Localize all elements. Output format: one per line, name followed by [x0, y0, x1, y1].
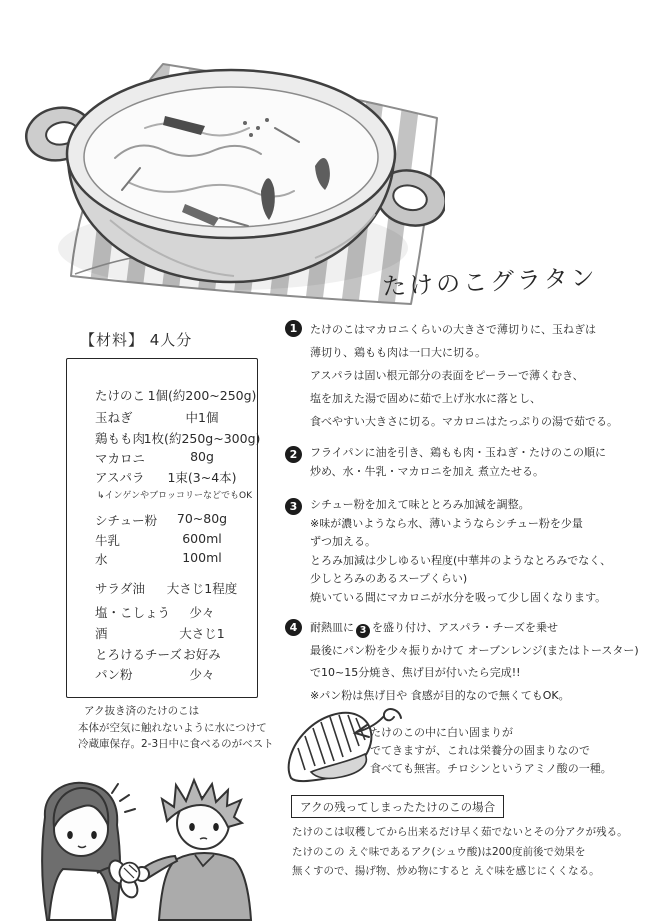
tyrosine-note-line: でてきますが、これは栄養分の固まりなので	[370, 744, 590, 757]
boy-character	[120, 780, 251, 920]
step-3-number-badge: 3	[285, 498, 302, 515]
aku-section-text	[292, 823, 628, 882]
ingredient-amount: 100ml	[182, 550, 222, 565]
ingredient-row	[67, 603, 257, 620]
step-line: 焼いている間にマカロニが水分を吸って少し固くなります。	[310, 590, 607, 604]
ingredient-row	[67, 624, 257, 641]
storage-note-line: アク抜き済のたけのこは	[84, 705, 200, 717]
ingredient-row	[67, 468, 257, 485]
step-1-text	[310, 318, 618, 433]
step-2	[285, 444, 606, 481]
ingredient-row	[67, 429, 261, 446]
step-2-text	[310, 444, 606, 481]
recipe-title: たけのこグラタン	[381, 263, 599, 301]
tyrosine-note-line: たけのこの中に白い固まりが	[370, 726, 513, 739]
girl-and-boy-characters-illustration	[15, 775, 290, 921]
ingredient-name: マカロニ	[95, 451, 146, 466]
aku-section-line: 無くすので、揚げ物、炒め物にすると えぐ味を感じにくくなる。	[292, 865, 600, 877]
pan-rim-inner	[84, 87, 378, 227]
ingredient-row	[67, 645, 257, 662]
ingredient-amount: 大さじ1程度	[166, 581, 238, 596]
step-line: シチュー粉を加えて味ととろみ加減を調整。	[310, 498, 530, 511]
step-4-text	[310, 617, 639, 707]
ingredient-name: アスパラ	[95, 470, 145, 485]
tyrosine-note	[370, 724, 612, 778]
step-4-number-badge: 4	[285, 619, 302, 636]
ingredient-amount: 少々	[189, 667, 215, 682]
step-2-number-badge: 2	[285, 446, 302, 463]
ingredient-amount: 70~80g	[176, 511, 228, 526]
storage-note-line: 本体が空気に触れないように水につけて	[78, 721, 267, 734]
ingredient-name: 玉ねぎ	[95, 410, 133, 425]
step-4	[285, 617, 639, 707]
ingredient-amount: 少々	[189, 605, 215, 620]
step-line: ずつ加える。	[310, 535, 376, 548]
step-3-text	[310, 496, 611, 607]
step-line: たけのこはマカロニくらいの大きさで薄切りに、玉ねぎは	[310, 323, 596, 336]
ingredient-amount: お好み	[183, 647, 221, 662]
step-line: アスパラは固い根元部分の表面をピーラーで薄くむき、	[310, 369, 584, 382]
step-line: 炒め、水・牛乳・マカロニを加え 煮立たせる。	[310, 464, 545, 478]
ingredient-row	[67, 550, 257, 567]
step-line-text: を盛り付け、アスパラ・チーズを乗せ	[372, 621, 559, 634]
step-line: 最後にパン粉を少々振りかけて オーブンレンジ(またはトースター)	[310, 643, 639, 657]
step-line: フライパンに油を引き、鶏もも肉・玉ねぎ・たけのこの順に	[310, 446, 607, 459]
ingredient-amount: 1束(3~4本)	[167, 470, 237, 485]
step-line: 塩を加えた湯で固めに茹で上げ氷水に落とし、	[310, 392, 541, 405]
step-line: とろみ加減は少しゆるい程度(中華丼のようなとろみでなく、	[310, 553, 612, 567]
step-line: ※味が濃いようなら水、薄いようならシチュー粉を少量	[310, 516, 583, 530]
ingredient-row	[67, 531, 257, 548]
step-1-number-badge: 1	[285, 320, 302, 337]
storage-note-line: 冷蔵庫保存。2-3日中に食べるのがベスト	[78, 738, 274, 750]
ingredient-name: 水	[95, 552, 108, 567]
ingredient-amount: 1枚(約250g~300g)	[143, 431, 261, 446]
girl-character	[42, 783, 141, 920]
bamboo-shoot-drawing	[289, 713, 372, 781]
step-line: ※パン粉は焦げ目や 食感が目的なので無くてもOK。	[310, 688, 570, 702]
step-line: 食べやすい大きさに切る。マカロニはたっぷりの湯で茹でる。	[310, 415, 618, 428]
ingredient-name: たけのこ	[95, 388, 146, 403]
step-line-text: 耐熱皿に	[310, 621, 354, 634]
ingredient-row	[67, 408, 257, 425]
step-line: 少しとろみのあるスープくらい)	[310, 572, 468, 585]
ingredient-substitute-note: ↳インゲンやブロッコリーなどでもOK	[97, 491, 252, 501]
ingredient-amount: 中1個	[185, 410, 219, 425]
ingredient-row	[67, 386, 257, 403]
ingredient-name: 塩・こしょう	[95, 605, 171, 620]
ingredient-amount: 80g	[190, 449, 214, 464]
bamboo-piece-icon	[120, 863, 140, 883]
step-1	[285, 318, 618, 433]
ingredient-name: サラダ油	[95, 581, 145, 596]
ingredient-amount: 大さじ1	[179, 626, 225, 641]
step-line: で10~15分焼き、焦げ目が付いたら完成!!	[310, 666, 521, 679]
ingredient-name: 鶏もも肉	[95, 431, 146, 446]
ingredients-box	[66, 358, 261, 698]
step-line	[310, 617, 639, 640]
ingredient-amount: 600ml	[182, 531, 222, 546]
step-3	[285, 496, 611, 607]
aku-section-line: たけのこは収穫してから出来るだけ早く茹でないとその分アクが残る。	[292, 826, 628, 838]
ingredient-row	[67, 579, 257, 596]
storage-note	[78, 703, 274, 753]
step-3-reference-badge: 3	[356, 624, 370, 638]
ingredient-name: 牛乳	[95, 533, 121, 548]
ingredient-name: 酒	[95, 626, 108, 641]
ingredient-row	[67, 665, 257, 682]
ingredient-row	[67, 511, 257, 528]
ingredient-name: シチュー粉	[95, 513, 158, 528]
aku-section-heading: アクの残ってしまったたけのこの場合	[291, 795, 504, 818]
ingredients-heading: 【材料】 4人分	[80, 331, 193, 349]
ingredient-name: パン粉	[95, 667, 133, 682]
ingredient-name: とろけるチーズ	[95, 647, 182, 662]
aku-section-line: たけのこの えぐ味であるアク(シュウ酸)は200度前後で効果を	[292, 845, 586, 858]
ingredient-amount: 1個(約200~250g)	[147, 388, 257, 403]
tyrosine-note-line: 食べても無害。チロシンというアミノ酸の一種。	[370, 762, 612, 775]
ingredient-row	[67, 449, 257, 466]
step-line: 薄切り、鶏もも肉は一口大に切る。	[310, 346, 486, 359]
